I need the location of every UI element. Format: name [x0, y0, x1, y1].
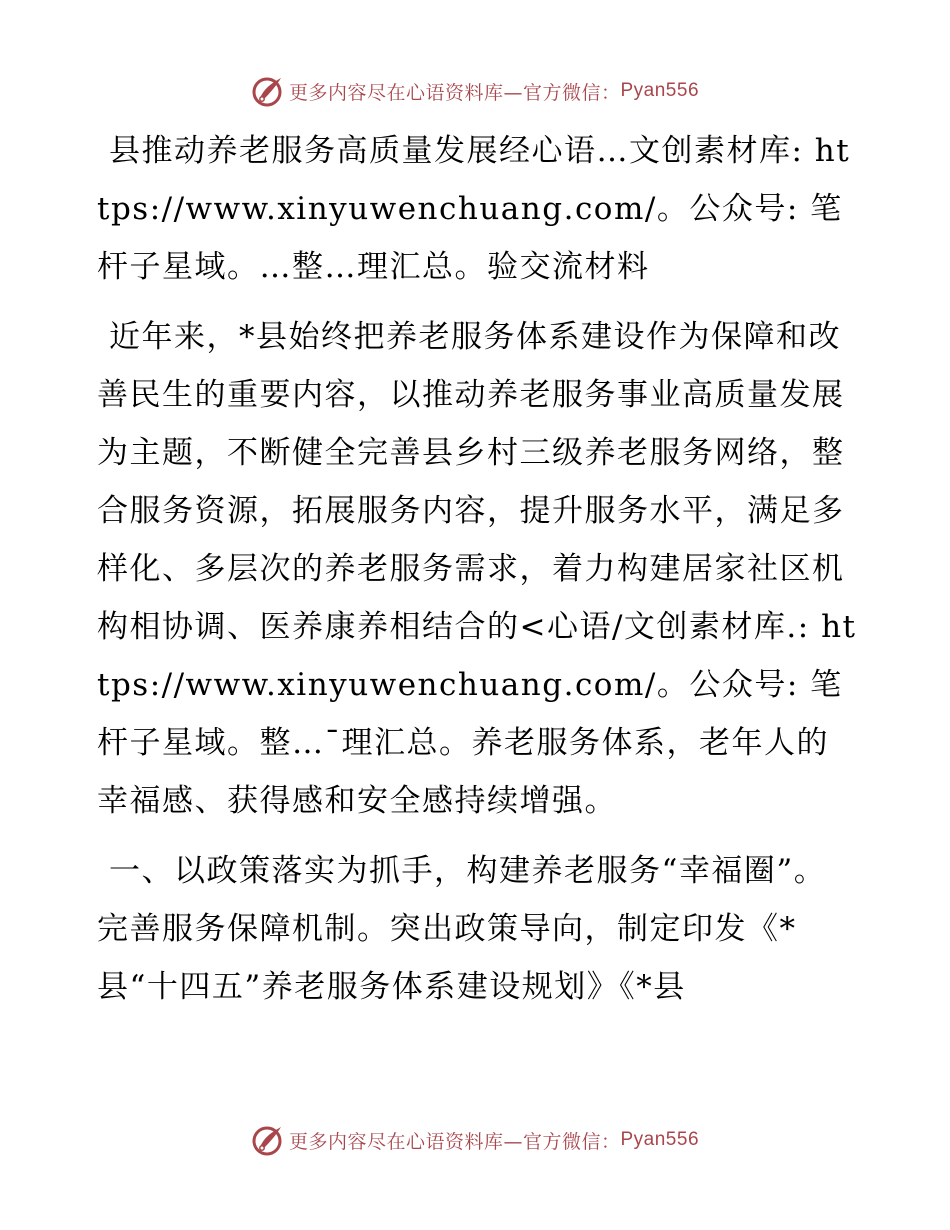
ink-brush-logo-icon	[251, 74, 285, 108]
wechat-id: Pyan556	[620, 1129, 700, 1150]
ink-brush-logo-icon	[251, 1123, 285, 1157]
wechat-id: Pyan556	[620, 80, 700, 101]
banner-text: 更多内容尽在心语资料库—官方微信：	[288, 1130, 621, 1153]
header-banner	[0, 71, 950, 111]
document-title-paragraph: 县推动养老服务高质量发展经心语…文创素材库: https://www.xinyuwenchuang.com/。公众号: 笔杆子星域。…整…理汇总。验交流材料	[97, 133, 851, 285]
section-one-paragraph: 一、以政策落实为抓手，构建养老服务“幸福圈”。完善服务保障机制。突出政策导向，制定印发《*县“十四五”养老服务体系建设规划》《*县	[97, 853, 827, 1005]
document-body	[97, 122, 857, 1016]
banner-text: 更多内容尽在心语资料库—官方微信：	[288, 81, 621, 104]
footer-banner	[0, 1120, 950, 1160]
intro-paragraph: 近年来，*县始终把养老服务体系建设作为保障和改善民生的重要内容，以推动养老服务事业高质量发展为主题，不断健全完善县乡村三级养老服务网络，整合服务资源，拓展服务内容，提升服务水平，满足多样化、多层次的养老服务需求，着力构建居家社区机构相协调、医养康养相结合的<心语/文创素材库.: https://www.xinyuwenchuang.com/。公众号: 笔杆子星域。整…¯理汇总。养老服务体系，老年人的幸福感、获得感和安全感持续增强。	[97, 319, 857, 819]
